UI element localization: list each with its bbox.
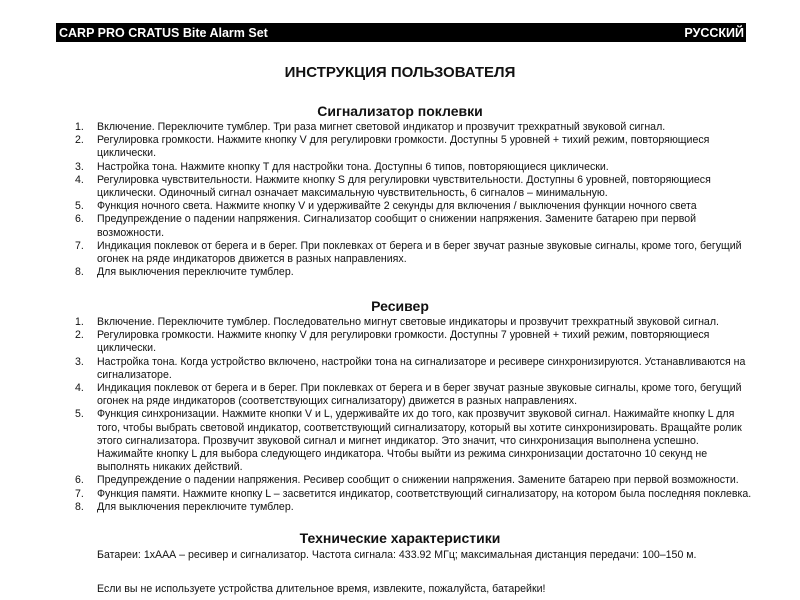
item-text: Функция синхронизации. Нажмите кнопки V и L, удерживайте их до того, как прозвучит звуковой сигнал. Нажимайте кнопку L для того, чтобы выбрать световой индикатор, соответствующий сигнализатору, который вы хотите синхронизировать. Вращайте ролик этого сигнализатора. Прозвучит звуковой сигнал и мигнет индикатор. Это значит, что синхронизация выполнена успешно. Нажимайте кнопку L для выбора следующего индикатора. Чтобы выйти из режима синхронизации достаточно 10 секунд не выполнять никаких действий. — [97, 408, 742, 474]
item-text: Включение. Переключите тумблер. Последовательно мигнут световые индикаторы и прозвучит трехкратный звуковой сигнал. — [97, 316, 719, 328]
list-item — [58, 501, 758, 514]
list-item — [58, 488, 758, 501]
list-item — [58, 474, 758, 487]
item-number: 5. — [75, 200, 84, 213]
item-text: Индикация поклевок от берега и в берег. При поклевках от берега и в берег звучат разные звуковые сигналы, кроме того, бегущий огонек на ряде индикаторов движется в разных направлениях. — [97, 239, 742, 266]
item-text: Для выключения переключите тумблер. — [97, 500, 294, 513]
list-item — [58, 316, 758, 329]
specs-text: Батареи: 1хААА – ресивер и сигнализатор. Частота сигнала: 433.92 МГц; максимальная дистанция передачи: 100–150 м. — [97, 549, 697, 561]
list-item — [58, 329, 758, 355]
item-text: Функция ночного света. Нажмите кнопку V и удерживайте 2 секунды для включения / выключения функции ночного света — [97, 200, 697, 213]
item-number: 2. — [75, 329, 84, 342]
item-number: 7. — [75, 239, 84, 252]
section-title-specs: Технические характеристики — [299, 530, 501, 546]
item-number: 2. — [75, 134, 84, 147]
item-text: Регулировка громкости. Нажмите кнопку V для регулировки громкости. Доступны 5 уровней + тихий режим, повторяющиеся циклически. — [97, 134, 710, 160]
section-title-alarm: Сигнализатор поклевки — [317, 103, 483, 119]
item-number: 1. — [75, 121, 84, 133]
item-text: Предупреждение о падении напряжения. Ресивер сообщит о снижении напряжения. Замените батарею при первой возможности. — [97, 474, 739, 487]
list-item — [58, 121, 758, 134]
list-item — [58, 266, 758, 279]
item-text: Регулировка громкости. Нажмите кнопку V для регулировки громкости. Доступны 7 уровней + тихий режим, повторяющиеся циклически. — [97, 329, 710, 355]
document-title: ИНСТРУКЦИЯ ПОЛЬЗОВАТЕЛЯ — [284, 64, 516, 81]
list-item — [58, 382, 758, 408]
item-number: 4. — [75, 173, 84, 186]
item-text: Предупреждение о падении напряжения. Сигнализатор сообщит о снижении напряжения. Замените батарею при первой возможности. — [97, 213, 697, 239]
receiver-instructions-list — [58, 316, 758, 514]
list-item — [58, 161, 758, 174]
header-bar — [56, 23, 746, 42]
item-number: 6. — [75, 474, 84, 487]
item-text: Включение. Переключите тумблер. Три раза мигнет световой индикатор и прозвучит трехкратный звуковой сигнал. — [97, 121, 666, 133]
list-item — [58, 240, 758, 266]
item-number: 8. — [75, 266, 84, 279]
list-item — [58, 356, 758, 382]
alarm-instructions-list — [58, 121, 758, 279]
item-number: 3. — [75, 355, 84, 368]
item-number: 5. — [75, 408, 84, 421]
list-item — [58, 174, 758, 200]
item-text: Регулировка чувствительности. Нажмите кнопку S для регулировки чувствительности. Доступны 6 уровней, повторяющиеся циклически. Одиночный сигнал означает максимальную чувствительность, 6 сигналов – минимальную. — [97, 173, 711, 200]
item-number: 3. — [75, 160, 84, 173]
list-item — [58, 213, 758, 239]
list-item — [58, 134, 758, 160]
item-text: Настройка тона. Нажмите кнопку T для настройки тона. Доступны 6 типов, повторяющиеся циклически. — [97, 160, 609, 173]
section-title-receiver: Ресивер — [371, 298, 429, 314]
item-number: 8. — [75, 500, 84, 513]
product-name: CARP PRO CRATUS Bite Alarm Set — [59, 25, 268, 40]
item-number: 1. — [75, 316, 84, 328]
item-text: Для выключения переключите тумблер. — [97, 266, 294, 279]
item-text: Настройка тона. Когда устройство включено, настройки тона на сигнализаторе и ресивере синхронизируются. Устанавливаются на сигнализаторе. — [97, 355, 746, 381]
item-number: 6. — [75, 213, 84, 226]
item-text: Функция памяти. Нажмите кнопку L – засветится индикатор, соответствующий сигнализатору, на котором была последняя поклевка. — [97, 487, 752, 500]
battery-note: Если вы не используете устройства длительное время, извлеките, пожалуйста, батарейки! — [97, 583, 546, 595]
language-label: РУССКИЙ — [684, 25, 744, 40]
list-item — [58, 200, 758, 213]
item-number: 7. — [75, 487, 84, 500]
list-item — [58, 408, 758, 474]
item-number: 4. — [75, 382, 84, 395]
item-text: Индикация поклевок от берега и в берег. При поклевках от берега и в берег звучат разные звуковые сигналы, кроме того, бегущий огонек на ряде индикаторов (соответствующих сигнализатору) движется в разных направлениях. — [97, 382, 742, 408]
